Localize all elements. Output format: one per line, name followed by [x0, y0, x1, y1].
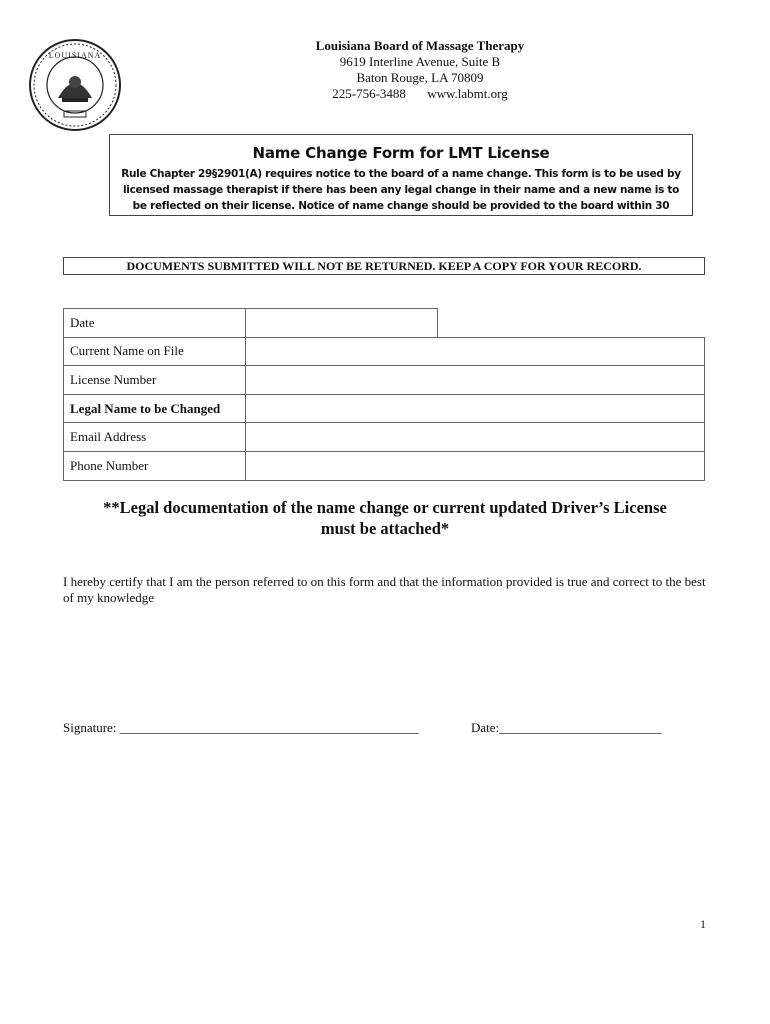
table-row — [64, 366, 705, 395]
table-row — [64, 451, 705, 480]
documents-notice: DOCUMENTS SUBMITTED WILL NOT BE RETURNED. KEEP A COPY FOR YOUR RECORD. — [63, 257, 705, 275]
table-row — [64, 394, 705, 423]
page-number: 1 — [700, 917, 706, 931]
form-title-box — [109, 134, 693, 216]
date-input[interactable] — [246, 309, 438, 338]
phone-input[interactable] — [246, 451, 705, 480]
certification-statement: I hereby certify that I am the person referred to on this form and that the information provided is true and correct to the best of my knowledge — [63, 574, 706, 605]
date-label: Date — [64, 309, 246, 338]
org-name: Louisiana Board of Massage Therapy — [315, 38, 525, 53]
email-label: Email Address — [64, 423, 246, 452]
table-row — [64, 423, 705, 452]
rule-description: Rule Chapter 29§2901(A) requires notice to the board of a name change. This form is to be used by licensed massage therapist if there has been any legal change in their name and a new name is to be reflected on their license. Notice of name change should be provided to the board within 30 — [121, 168, 681, 212]
current-name-input[interactable] — [246, 337, 705, 366]
license-number-label: License Number — [64, 366, 246, 395]
website-link[interactable]: www.labmt.org — [427, 86, 508, 101]
legal-name-input[interactable] — [246, 394, 705, 423]
attachment-line-2: must be attached* — [320, 519, 450, 538]
legal-name-label: Legal Name to be Changed — [64, 394, 246, 423]
table-row — [64, 309, 705, 338]
table-row — [64, 337, 705, 366]
email-input[interactable] — [246, 423, 705, 452]
signature-date-line[interactable]: Date:_________________________ — [471, 720, 662, 735]
attachment-line-1: **Legal documentation of the name change or current updated Driver’s License — [103, 498, 667, 517]
letterhead — [250, 38, 590, 102]
contact-line — [250, 86, 590, 102]
address-line-2: Baton Rouge, LA 70809 — [356, 70, 484, 85]
blank-cell — [438, 309, 705, 338]
attachment-requirement — [60, 497, 710, 539]
pelican-seal-icon — [28, 38, 122, 132]
address-line-1: 9619 Interline Avenue, Suite B — [339, 54, 501, 69]
form-fields-table — [63, 308, 705, 481]
license-number-input[interactable] — [246, 366, 705, 395]
phone-number: 225-756-3488 — [332, 86, 406, 101]
current-name-label: Current Name on File — [64, 337, 246, 366]
phone-label: Phone Number — [64, 451, 246, 480]
form-title: Name Change Form for LMT License — [252, 144, 550, 162]
svg-text:LOUISIANA: LOUISIANA — [48, 51, 102, 60]
signature-line[interactable]: Signature: ______________________________________________ — [63, 720, 419, 735]
